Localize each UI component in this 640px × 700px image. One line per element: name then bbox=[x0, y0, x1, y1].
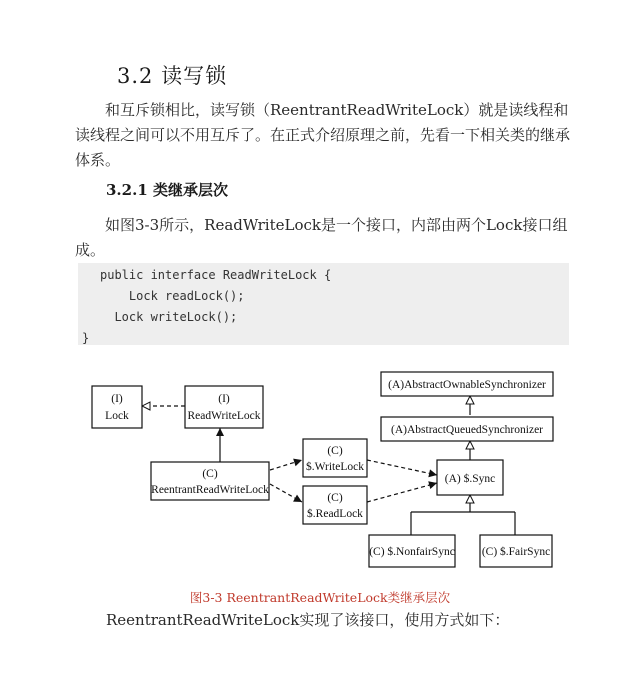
code-line: Lock readLock(); bbox=[100, 289, 245, 303]
node-writelock-tag: (C) bbox=[327, 445, 343, 457]
section-heading: 3.2 读写锁 bbox=[117, 64, 228, 88]
closing-paragraph: ReentrantReadWriteLock实现了该接口，使用方式如下： bbox=[106, 611, 510, 629]
edge-reentrant-readlock bbox=[270, 484, 302, 502]
node-readwritelock-tag: (I) bbox=[218, 393, 230, 405]
edge-writelock-sync bbox=[367, 460, 437, 475]
node-reentrant-tag: (C) bbox=[202, 468, 218, 480]
code-block bbox=[78, 263, 569, 345]
subsection-paragraph: 如图3-3所示，ReadWriteLock是一个接口，内部由两个Lock接口组成。 bbox=[75, 216, 568, 259]
node-nonfair-label: (C) $.NonfairSync bbox=[369, 546, 455, 558]
node-reentrant-label: ReentrantReadWriteLock bbox=[151, 484, 269, 496]
node-aqs-label: (A)AbstractQueuedSynchronizer bbox=[391, 424, 543, 436]
node-readlock-tag: (C) bbox=[327, 492, 343, 504]
edge-readlock-sync bbox=[367, 483, 437, 502]
code-line: Lock writeLock(); bbox=[100, 310, 238, 324]
node-readlock-label: $.ReadLock bbox=[307, 508, 363, 520]
node-fair-label: (C) $.FairSync bbox=[481, 546, 551, 558]
node-lock-tag: (I) bbox=[111, 393, 123, 405]
edge-reentrant-writelock bbox=[270, 460, 302, 470]
node-lock-label: Lock bbox=[105, 410, 129, 422]
code-line: public interface ReadWriteLock { bbox=[100, 268, 332, 282]
node-sync-label: (A) $.Sync bbox=[444, 473, 496, 485]
figure-caption: 图3-3 ReentrantReadWriteLock类继承层次 bbox=[189, 590, 451, 605]
intro-paragraph: 和互斥锁相比，读写锁（ReentrantReadWriteLock）就是读线程和读线程之间可以不用互斥了。在正式介绍原理之前，先看一下相关类的继承体系。 bbox=[75, 101, 571, 169]
code-line: } bbox=[82, 331, 90, 345]
node-aos-label: (A)AbstractOwnableSynchronizer bbox=[388, 379, 546, 391]
subsection-heading: 3.2.1 类继承层次 bbox=[106, 181, 228, 199]
class-hierarchy-diagram bbox=[75, 362, 570, 582]
node-writelock-label: $.WriteLock bbox=[306, 461, 364, 473]
node-readwritelock-label: ReadWriteLock bbox=[187, 410, 261, 422]
